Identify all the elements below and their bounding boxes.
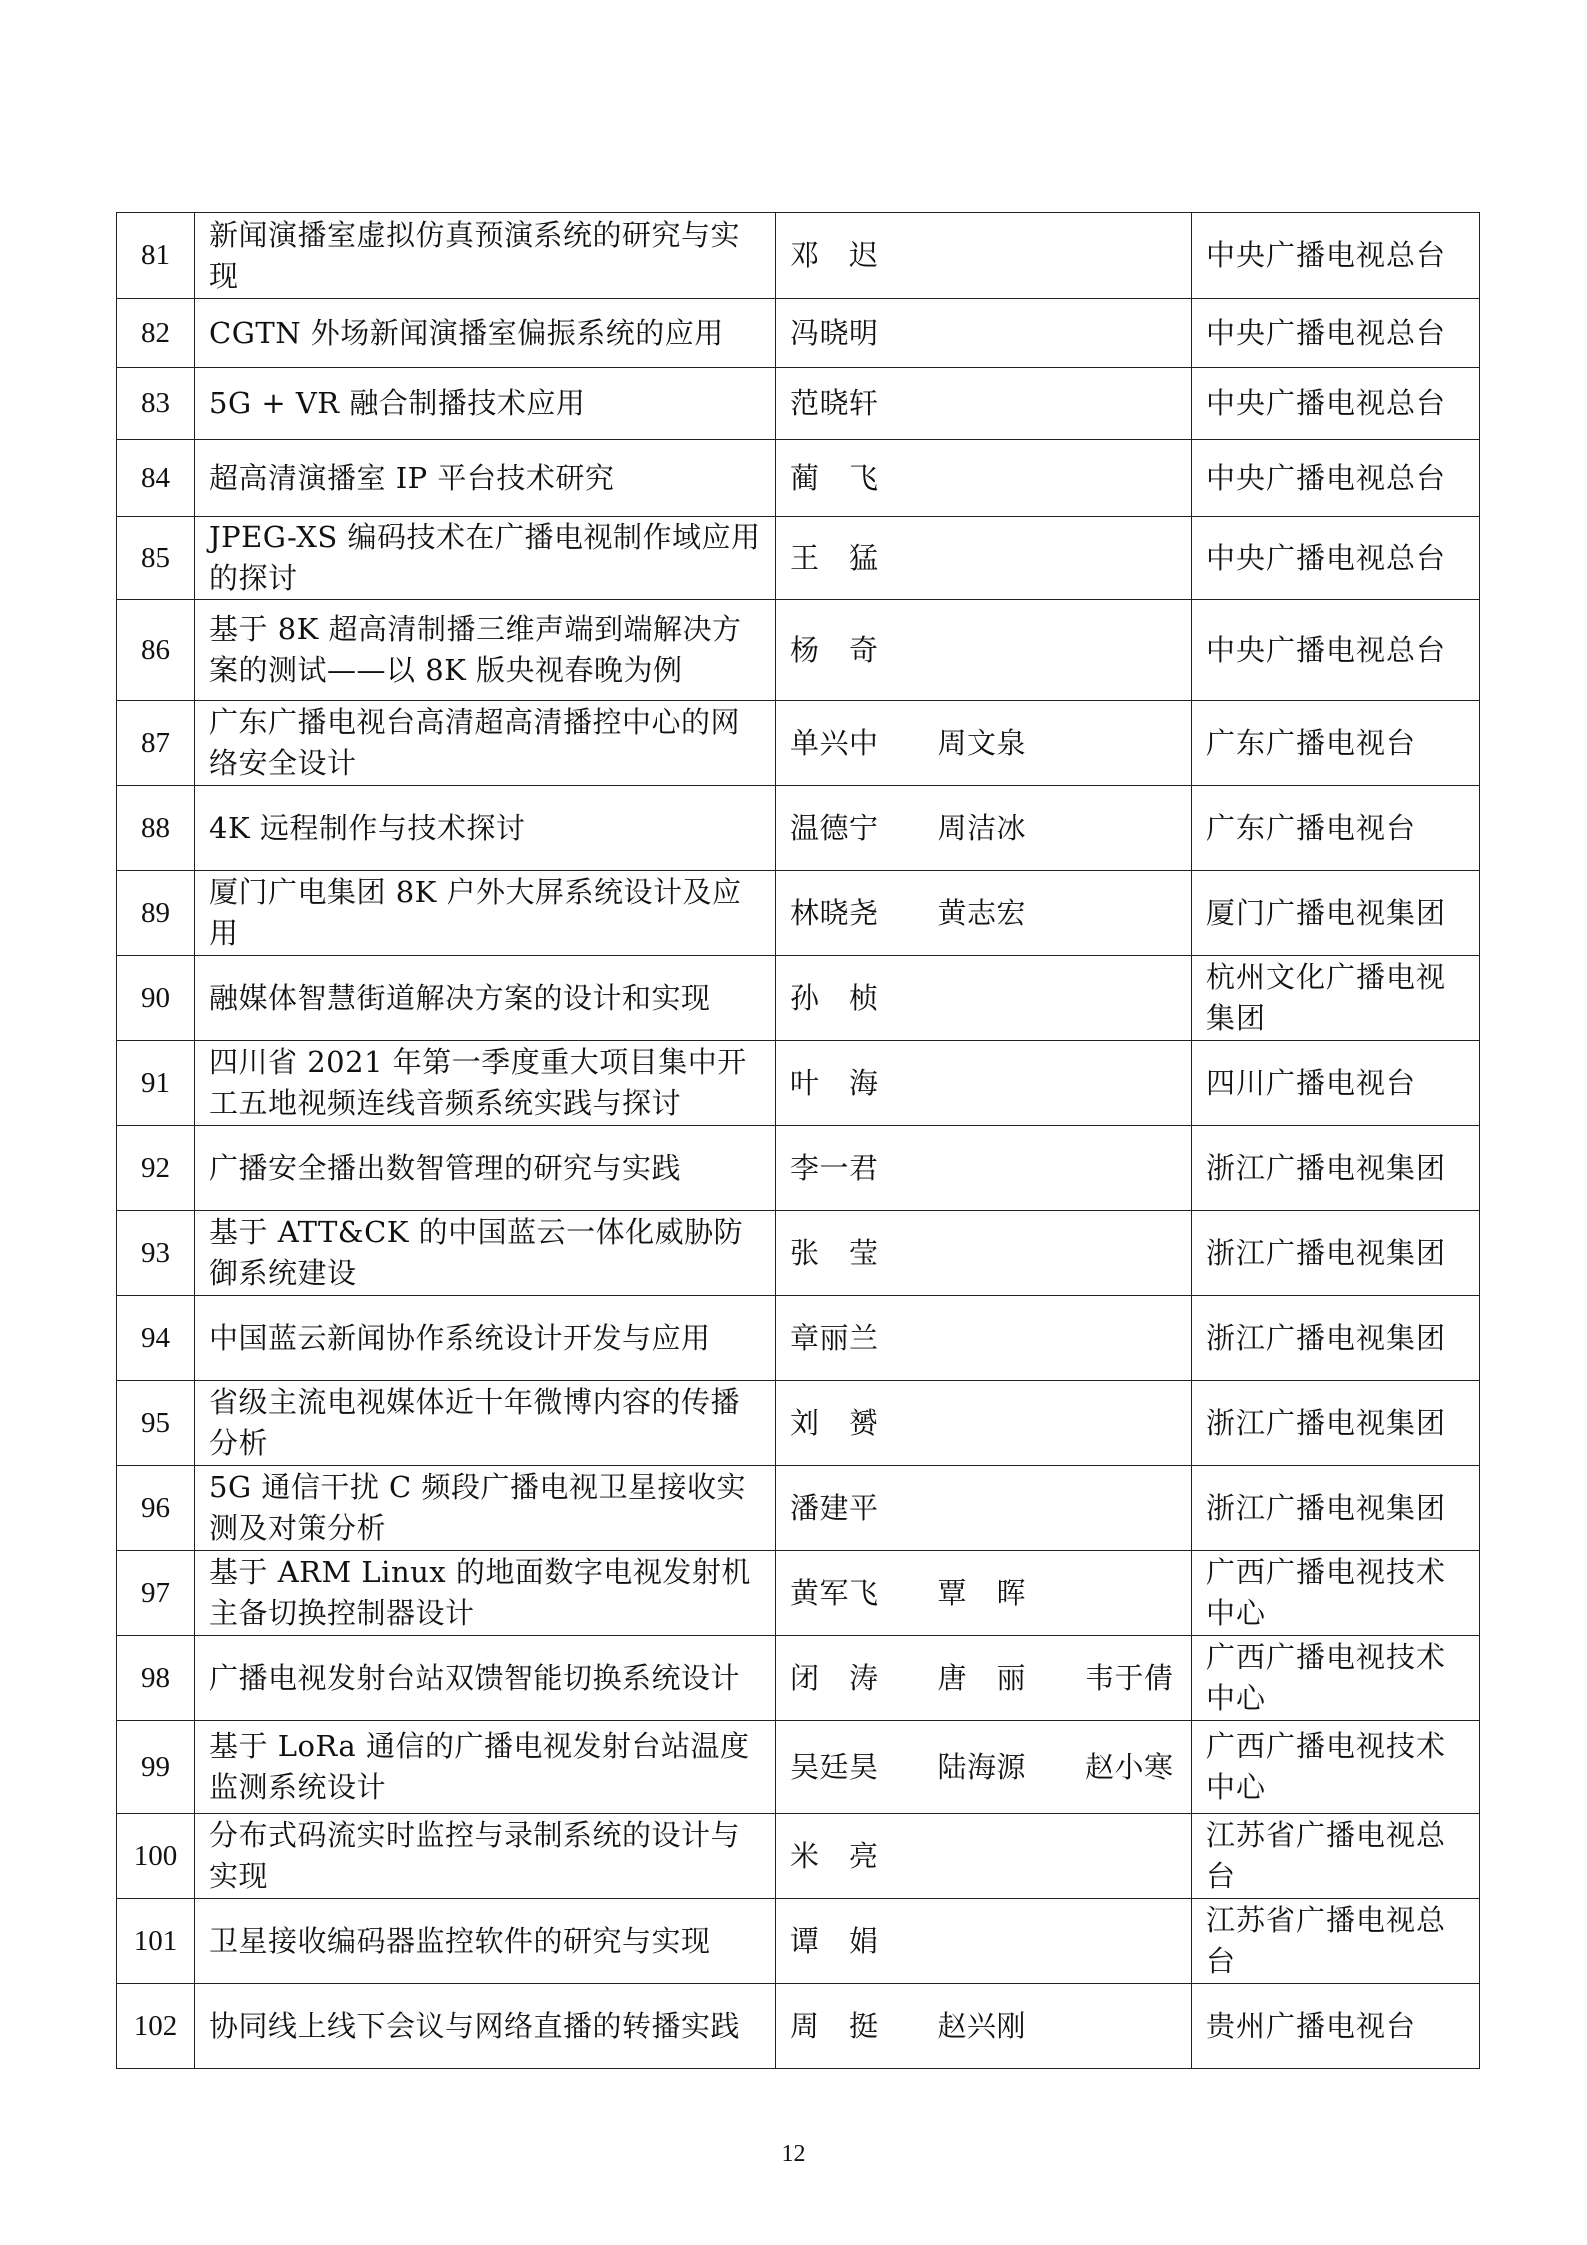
paper-title: 4K 远程制作与技术探讨 <box>195 786 776 871</box>
table-body <box>117 213 1480 2069</box>
paper-title: 超高清演播室 IP 平台技术研究 <box>195 440 776 517</box>
paper-title: 基于 ATT&CK 的中国蓝云一体化威胁防御系统建设 <box>195 1211 776 1296</box>
table-row <box>117 600 1480 701</box>
authors: 范晓轩 <box>776 368 1192 440</box>
paper-title: 协同线上线下会议与网络直播的转播实践 <box>195 1984 776 2069</box>
table-row <box>117 871 1480 956</box>
organization: 中央广播电视总台 <box>1192 440 1480 517</box>
row-number: 91 <box>117 1041 195 1126</box>
row-number: 83 <box>117 368 195 440</box>
table-row <box>117 1041 1480 1126</box>
table-row <box>117 1126 1480 1211</box>
paper-title: 广东广播电视台高清超高清播控中心的网络安全设计 <box>195 701 776 786</box>
authors: 周 挺 赵兴刚 <box>776 1984 1192 2069</box>
table-row <box>117 1466 1480 1551</box>
organization: 四川广播电视台 <box>1192 1041 1480 1126</box>
row-number: 84 <box>117 440 195 517</box>
authors: 黄军飞 覃 晖 <box>776 1551 1192 1636</box>
table-row <box>117 213 1480 299</box>
paper-title: 5G 通信干扰 C 频段广播电视卫星接收实测及对策分析 <box>195 1466 776 1551</box>
paper-title: 分布式码流实时监控与录制系统的设计与实现 <box>195 1814 776 1899</box>
organization: 贵州广播电视台 <box>1192 1984 1480 2069</box>
authors: 邓 迟 <box>776 213 1192 299</box>
row-number: 93 <box>117 1211 195 1296</box>
organization: 江苏省广播电视总台 <box>1192 1899 1480 1984</box>
paper-title: 广播安全播出数智管理的研究与实践 <box>195 1126 776 1211</box>
organization: 广东广播电视台 <box>1192 786 1480 871</box>
paper-title: JPEG-XS 编码技术在广播电视制作域应用的探讨 <box>195 517 776 600</box>
paper-title: CGTN 外场新闻演播室偏振系统的应用 <box>195 299 776 368</box>
authors: 章丽兰 <box>776 1296 1192 1381</box>
authors: 张 莹 <box>776 1211 1192 1296</box>
table-row <box>117 1636 1480 1721</box>
table-row <box>117 1381 1480 1466</box>
row-number: 90 <box>117 956 195 1041</box>
paper-title: 基于 ARM Linux 的地面数字电视发射机主备切换控制器设计 <box>195 1551 776 1636</box>
authors: 蔺 飞 <box>776 440 1192 517</box>
organization: 浙江广播电视集团 <box>1192 1296 1480 1381</box>
authors: 叶 海 <box>776 1041 1192 1126</box>
authors: 杨 奇 <box>776 600 1192 701</box>
table-row <box>117 1211 1480 1296</box>
organization: 浙江广播电视集团 <box>1192 1466 1480 1551</box>
table-row <box>117 368 1480 440</box>
authors: 单兴中 周文泉 <box>776 701 1192 786</box>
table-row <box>117 440 1480 517</box>
organization: 中央广播电视总台 <box>1192 213 1480 299</box>
authors: 吴廷昊 陆海源 赵小寒 <box>776 1721 1192 1814</box>
table-row <box>117 786 1480 871</box>
paper-title: 卫星接收编码器监控软件的研究与实现 <box>195 1899 776 1984</box>
organization: 厦门广播电视集团 <box>1192 871 1480 956</box>
authors: 孙 桢 <box>776 956 1192 1041</box>
organization: 浙江广播电视集团 <box>1192 1126 1480 1211</box>
row-number: 88 <box>117 786 195 871</box>
paper-title: 中国蓝云新闻协作系统设计开发与应用 <box>195 1296 776 1381</box>
row-number: 95 <box>117 1381 195 1466</box>
authors: 潘建平 <box>776 1466 1192 1551</box>
authors: 谭 娟 <box>776 1899 1192 1984</box>
organization: 广西广播电视技术中心 <box>1192 1721 1480 1814</box>
organization: 浙江广播电视集团 <box>1192 1381 1480 1466</box>
paper-title: 广播电视发射台站双馈智能切换系统设计 <box>195 1636 776 1721</box>
organization: 中央广播电视总台 <box>1192 299 1480 368</box>
table-row <box>117 1984 1480 2069</box>
row-number: 100 <box>117 1814 195 1899</box>
table-row <box>117 1899 1480 1984</box>
table-row <box>117 1814 1480 1899</box>
paper-title: 四川省 2021 年第一季度重大项目集中开工五地视频连线音频系统实践与探讨 <box>195 1041 776 1126</box>
authors: 刘 赟 <box>776 1381 1192 1466</box>
table-row <box>117 1296 1480 1381</box>
row-number: 86 <box>117 600 195 701</box>
row-number: 92 <box>117 1126 195 1211</box>
paper-title: 5G + VR 融合制播技术应用 <box>195 368 776 440</box>
authors: 闭 涛 唐 丽 韦于倩 <box>776 1636 1192 1721</box>
paper-title: 融媒体智慧街道解决方案的设计和实现 <box>195 956 776 1041</box>
organization: 中央广播电视总台 <box>1192 600 1480 701</box>
table-row <box>117 299 1480 368</box>
organization: 中央广播电视总台 <box>1192 368 1480 440</box>
paper-title: 厦门广电集团 8K 户外大屏系统设计及应用 <box>195 871 776 956</box>
organization: 广西广播电视技术中心 <box>1192 1636 1480 1721</box>
organization: 中央广播电视总台 <box>1192 517 1480 600</box>
row-number: 82 <box>117 299 195 368</box>
row-number: 85 <box>117 517 195 600</box>
organization: 江苏省广播电视总台 <box>1192 1814 1480 1899</box>
table-row <box>117 701 1480 786</box>
row-number: 97 <box>117 1551 195 1636</box>
row-number: 99 <box>117 1721 195 1814</box>
award-list-table <box>116 212 1480 2069</box>
authors: 冯晓明 <box>776 299 1192 368</box>
authors: 李一君 <box>776 1126 1192 1211</box>
page-number: 12 <box>781 2141 806 2167</box>
paper-title: 基于 8K 超高清制播三维声端到端解决方案的测试——以 8K 版央视春晚为例 <box>195 600 776 701</box>
authors: 王 猛 <box>776 517 1192 600</box>
organization: 杭州文化广播电视集团 <box>1192 956 1480 1041</box>
authors: 林晓尧 黄志宏 <box>776 871 1192 956</box>
table-row <box>117 1721 1480 1814</box>
authors: 米 亮 <box>776 1814 1192 1899</box>
row-number: 87 <box>117 701 195 786</box>
paper-title: 省级主流电视媒体近十年微博内容的传播分析 <box>195 1381 776 1466</box>
row-number: 102 <box>117 1984 195 2069</box>
row-number: 81 <box>117 213 195 299</box>
row-number: 98 <box>117 1636 195 1721</box>
row-number: 94 <box>117 1296 195 1381</box>
paper-title: 基于 LoRa 通信的广播电视发射台站温度监测系统设计 <box>195 1721 776 1814</box>
table-row <box>117 1551 1480 1636</box>
authors: 温德宁 周洁冰 <box>776 786 1192 871</box>
organization: 广西广播电视技术中心 <box>1192 1551 1480 1636</box>
organization: 广东广播电视台 <box>1192 701 1480 786</box>
table-row <box>117 956 1480 1041</box>
row-number: 101 <box>117 1899 195 1984</box>
organization: 浙江广播电视集团 <box>1192 1211 1480 1296</box>
row-number: 89 <box>117 871 195 956</box>
paper-title: 新闻演播室虚拟仿真预演系统的研究与实现 <box>195 213 776 299</box>
table-row <box>117 517 1480 600</box>
row-number: 96 <box>117 1466 195 1551</box>
